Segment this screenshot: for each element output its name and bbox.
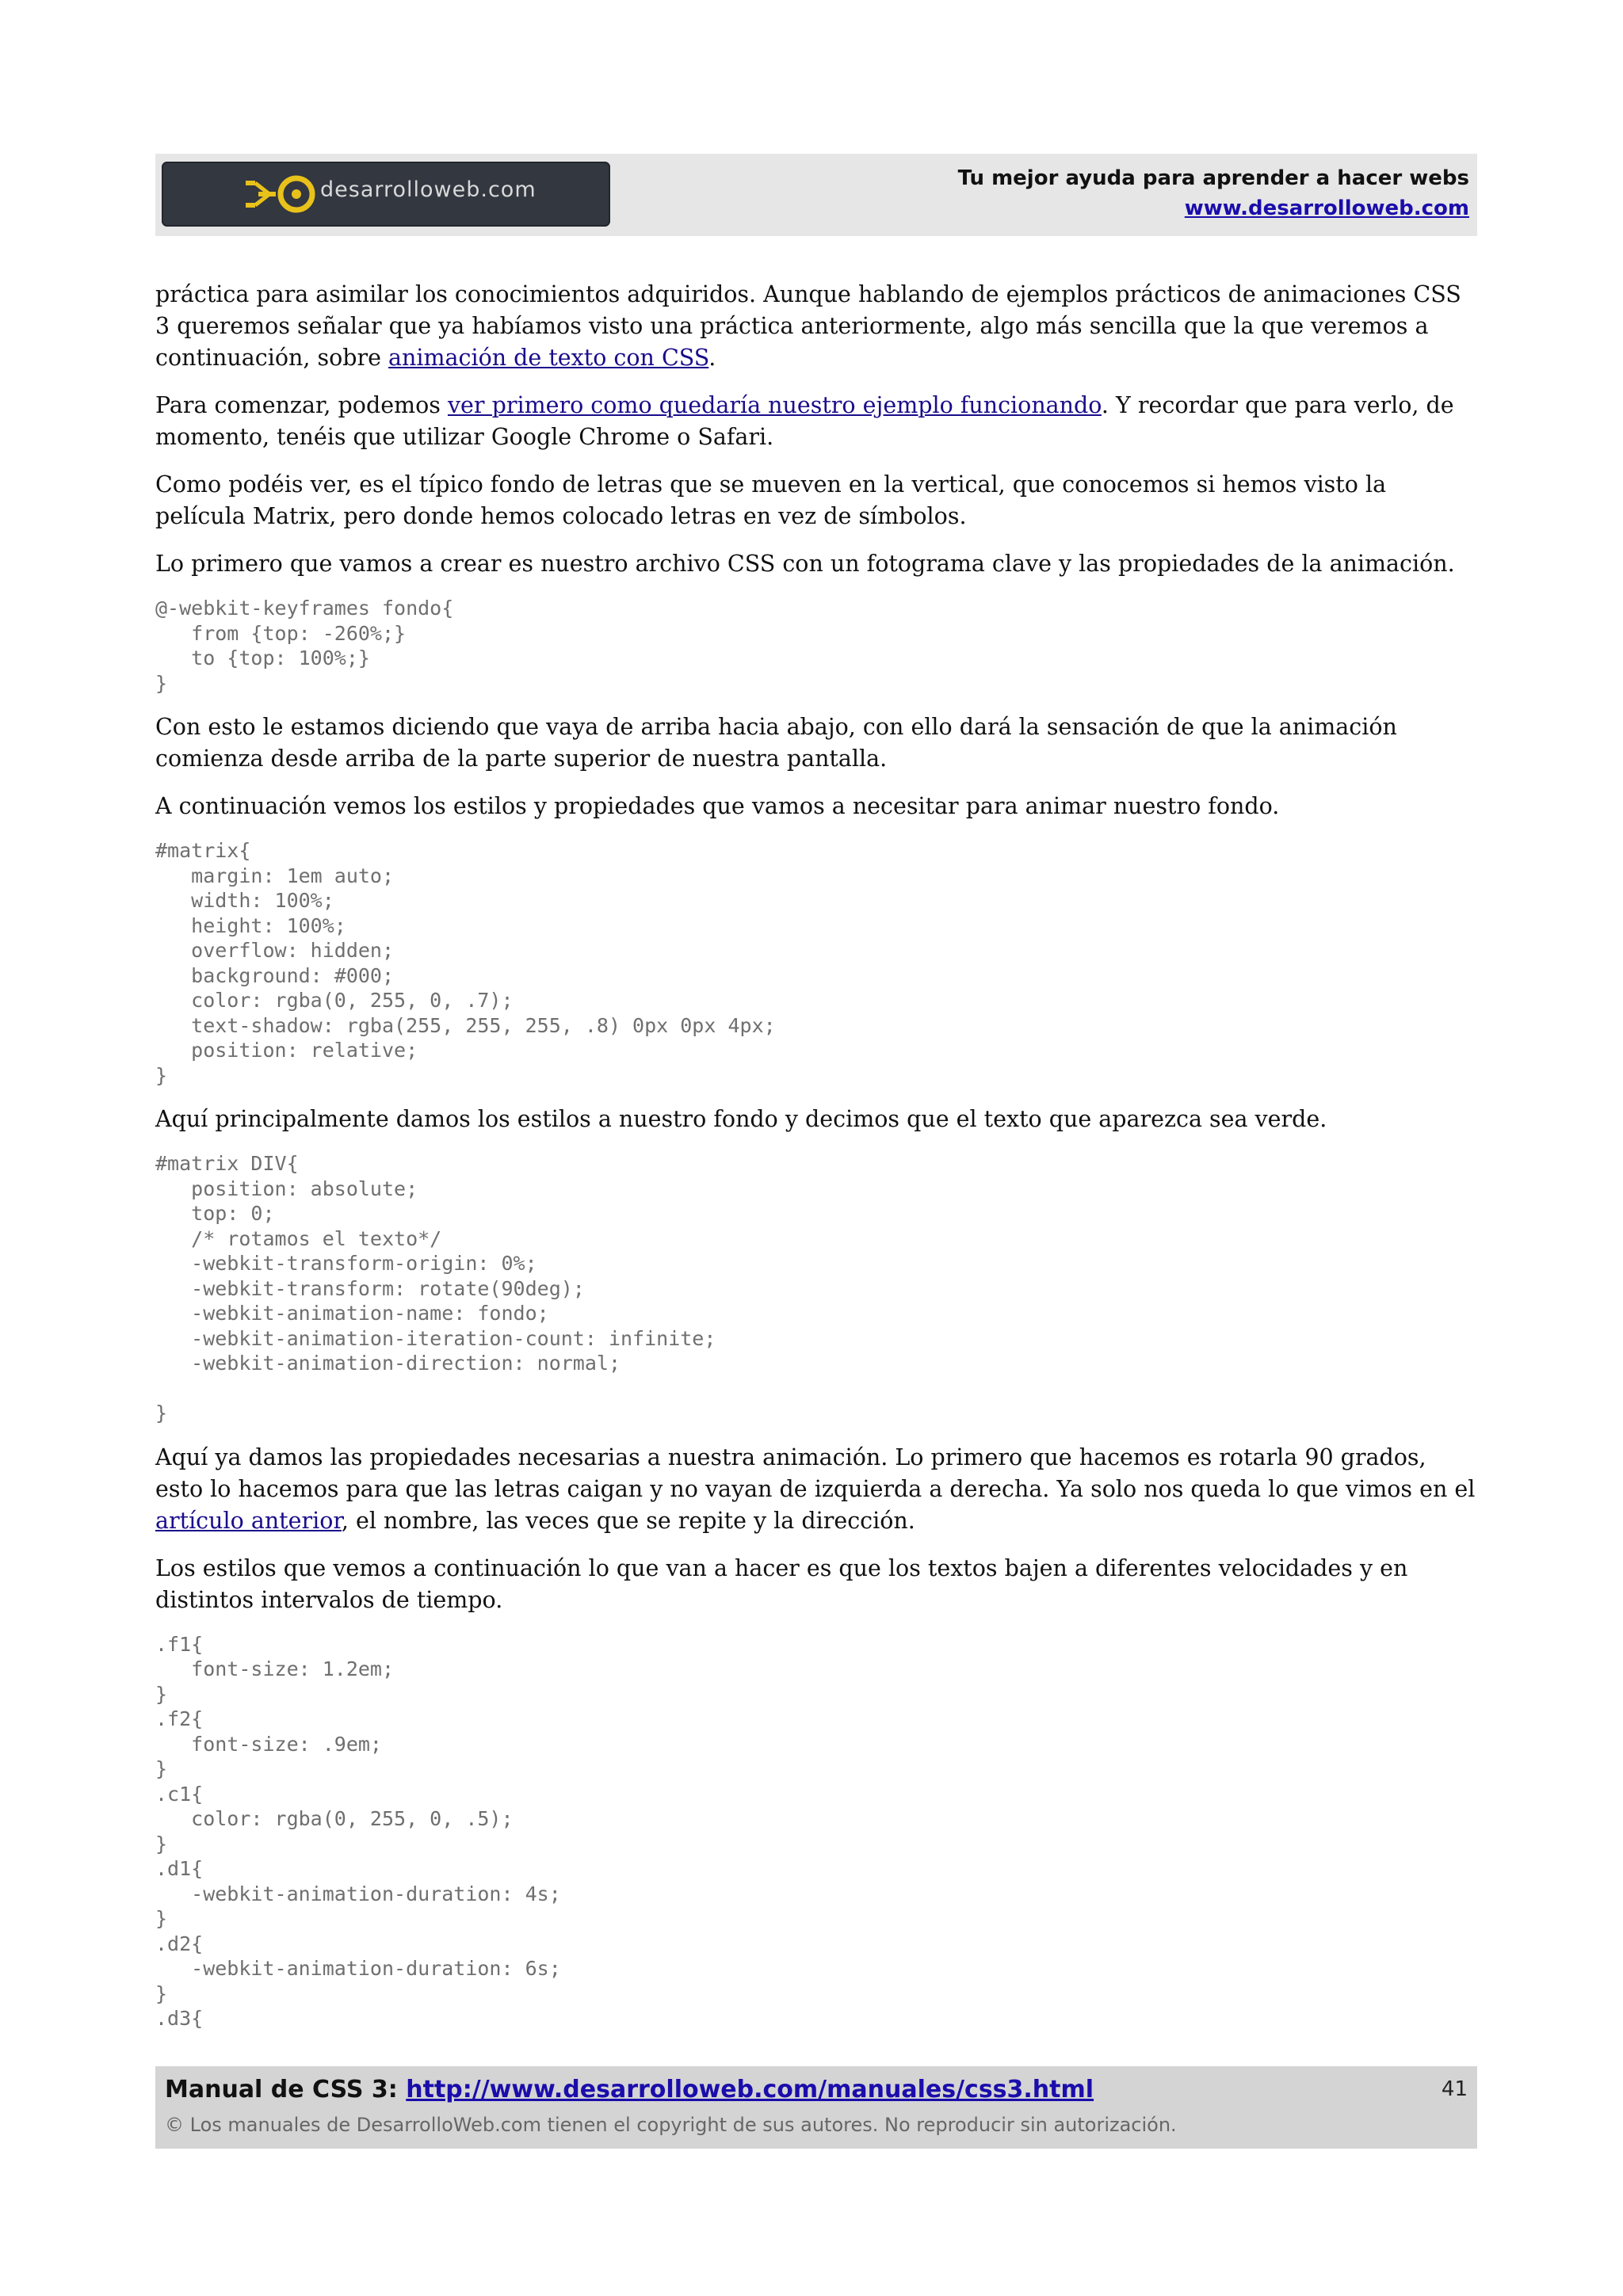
paragraph: Lo primero que vamos a crear es nuestro archivo CSS con un fotograma clave y las propiedades de la animación.	[155, 551, 1455, 577]
footer-manual-link[interactable]: http://www.desarrolloweb.com/manuales/css3.html	[406, 2076, 1094, 2103]
code-block-keyframes: @-webkit-keyframes fondo{ from {top: -260%;} to {top: 100%;} }	[155, 597, 454, 695]
header-tagline-block	[958, 163, 1469, 223]
code-block-classes: .f1{ font-size: 1.2em; } .f2{ font-size: .9em; } .c1{ color: rgba(0, 255, 0, .5); } .d1{ -webkit-animation-duration: 4s; } .d2{ -webkit-animation-duration: 6s; } .d3{	[155, 1632, 561, 2030]
link-articulo-anterior[interactable]: artículo anterior	[155, 1507, 342, 1534]
paragraph: Los estilos que vemos a continuación lo que van a hacer es que los textos bajen a diferentes velocidades y en distintos intervalos de tiempo.	[155, 1554, 1408, 1613]
header-site-link[interactable]: www.desarrolloweb.com	[1184, 196, 1469, 220]
paragraph: Aquí ya damos las propiedades necesarias a nuestra animación. Lo primero que hacemos es rotarla 90 grados, esto lo hacemos para que las letras caigan y no vayan de izquierda a derecha. Ya solo nos queda lo que vimos en el artículo anterior, el nombre, las veces que se repite y la dirección.	[155, 1444, 1476, 1534]
site-logo[interactable]	[162, 162, 610, 227]
link-animacion-texto[interactable]: animación de texto con CSS	[388, 345, 709, 371]
paragraph: Aquí principalmente damos los estilos a nuestro fondo y decimos que el texto que aparezca sea verde.	[155, 1106, 1327, 1132]
logo-text: desarrolloweb.com	[320, 177, 537, 202]
paragraph: Con esto le estamos diciendo que vaya de arriba hacia abajo, con ello dará la sensación de que la animación comienza desde arriba de la parte superior de nuestra pantalla.	[155, 714, 1397, 772]
paragraph: A continuación vemos los estilos y propiedades que vamos a necesitar para animar nuestro fondo.	[155, 793, 1280, 819]
paragraph: Como podéis ver, es el típico fondo de letras que se mueven en la vertical, que conocemos si hemos visto la película Matrix, pero donde hemos colocado letras en vez de símbolos.	[155, 471, 1387, 529]
page-footer	[155, 2066, 1477, 2149]
link-ejemplo-funcionando[interactable]: ver primero como quedaría nuestro ejemplo funcionando	[447, 392, 1102, 418]
footer-title: Manual de CSS 3: http://www.desarrolloweb.com/manuales/css3.html	[165, 2076, 1094, 2103]
header-tagline: Tu mejor ayuda para aprender a hacer webs	[957, 166, 1469, 190]
logo-mark-icon	[238, 171, 317, 217]
article-content	[155, 279, 1477, 2047]
paragraph: Para comenzar, podemos ver primero como quedaría nuestro ejemplo funcionando. Y recordar que para verlo, de momento, tenéis que utilizar Google Chrome o Safari.	[155, 392, 1454, 450]
paragraph: práctica para asimilar los conocimientos adquiridos. Aunque hablando de ejemplos prácticos de animaciones CSS 3 queremos señalar que ya habíamos visto una práctica anteriormente, algo más sencilla que la que veremos a continuación, sobre animación de texto con CSS.	[155, 281, 1461, 371]
code-block-matrix-div: #matrix DIV{ position: absolute; top: 0; /* rotamos el texto*/ -webkit-transform-origin: 0%; -webkit-transform: rotate(90deg); -webkit-animation-name: fondo; -webkit-animation-iteration-count: infinite; -webkit-animation-direction: normal; }	[155, 1152, 716, 1425]
page-number: 41	[1441, 2077, 1468, 2101]
page-header	[155, 154, 1477, 236]
footer-copyright: © Los manuales de DesarrolloWeb.com tienen el copyright de sus autores. No reproducir sin autorización.	[165, 2114, 1177, 2136]
code-block-matrix: #matrix{ margin: 1em auto; width: 100%; height: 100%; overflow: hidden; background: #000; color: rgba(0, 255, 0, .7); text-shadow: rgba(255, 255, 255, .8) 0px 0px 4px; position: relative; }	[155, 839, 776, 1087]
